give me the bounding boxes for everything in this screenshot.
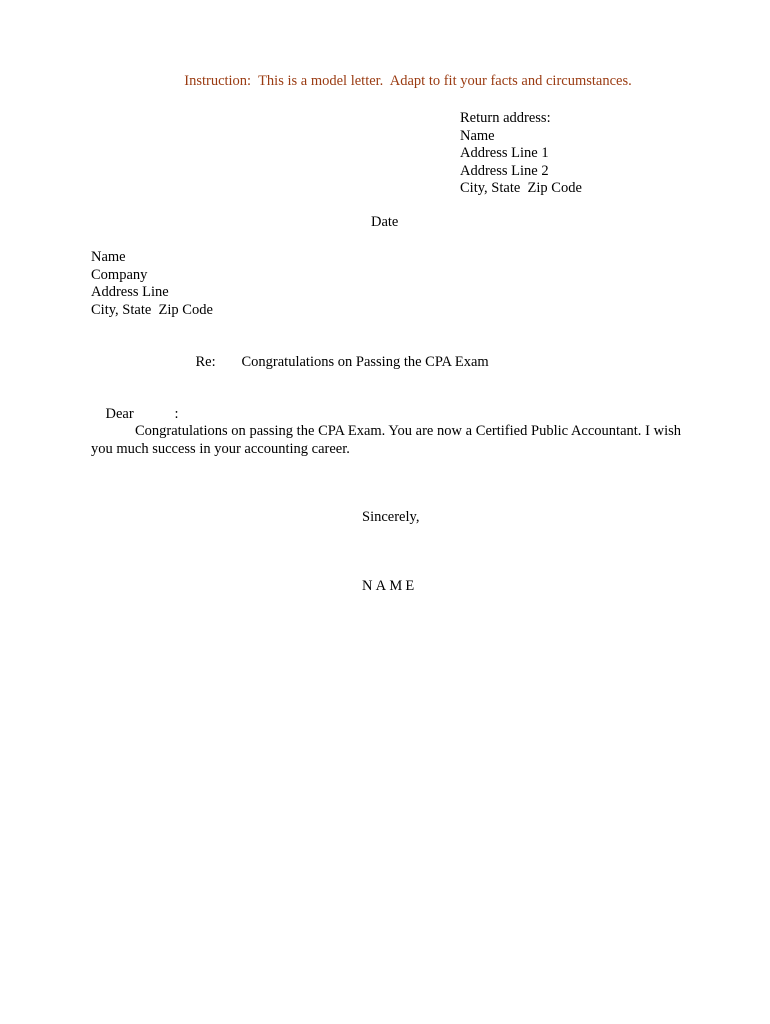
letter-date: Date: [371, 214, 399, 230]
salutation-dear: Dear: [105, 405, 134, 422]
return-address-block: [460, 110, 582, 198]
instruction-note: Instruction: This is a model letter. Adapt to fit your facts and circumstances.: [184, 73, 632, 89]
subject-line: [181, 336, 489, 389]
recipient-city-state-zip: City, State Zip Code: [91, 301, 213, 318]
closing: Sincerely,: [362, 509, 420, 525]
subject-text: Congratulations on Passing the CPA Exam: [241, 353, 489, 370]
salutation-colon: :: [174, 405, 179, 422]
return-address-name: Name: [460, 127, 495, 144]
return-address-line-2: Address Line 2: [460, 162, 549, 179]
recipient-address: Address Line: [91, 284, 169, 300]
subject-label: Re:: [195, 353, 216, 370]
return-address-city-state-zip: City, State Zip Code: [460, 180, 582, 196]
signature-name: NAME: [362, 578, 418, 594]
return-address-line-1: Address Line 1: [460, 145, 549, 161]
recipient-block: [91, 249, 213, 319]
body-paragraph: Congratulations on passing the CPA Exam. You are now a Certified Public Accountant. I wish you much success in your accounting career.: [91, 423, 681, 457]
recipient-name: Name: [91, 249, 126, 265]
recipient-company: Company: [91, 266, 148, 283]
return-address-heading: Return address:: [460, 110, 551, 126]
